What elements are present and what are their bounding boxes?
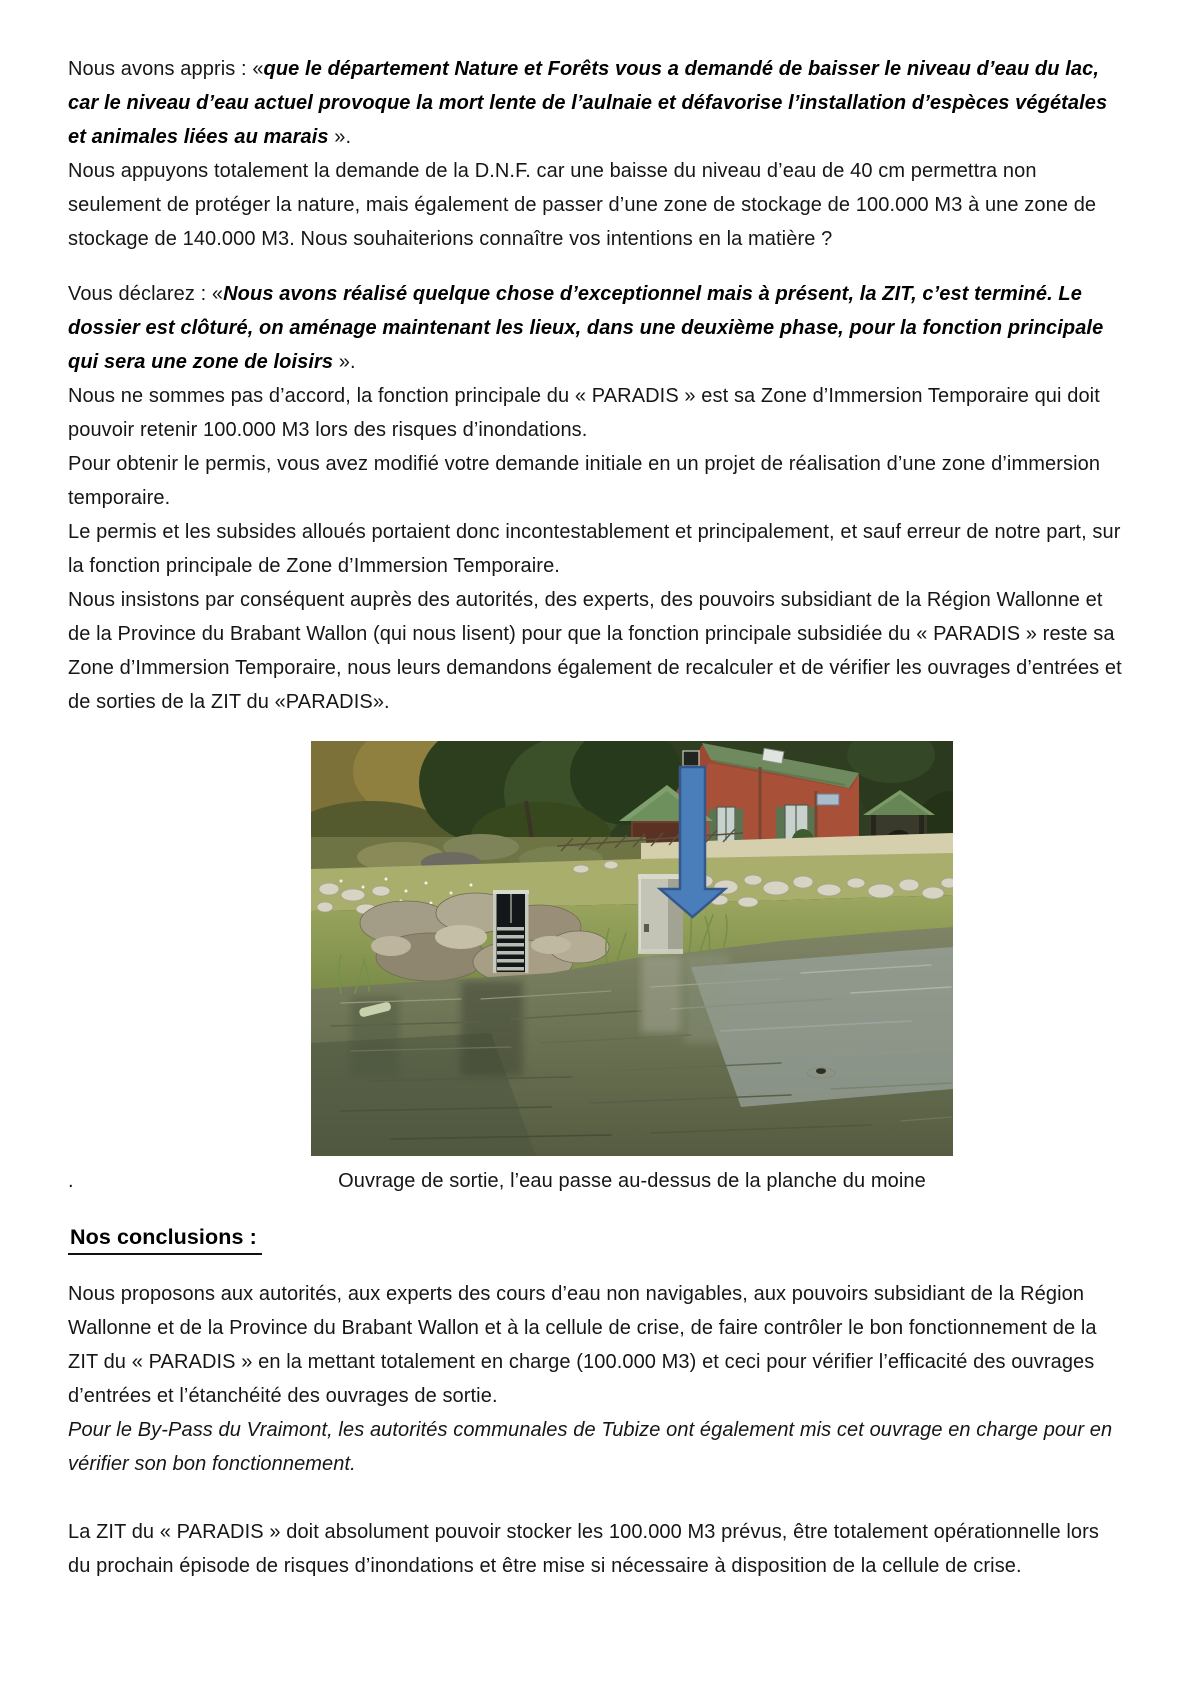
paragraph-nous-appuyons: Nous appuyons totalement la demande de la D.N.F. car une baisse du niveau d’eau de 40 cm permettra non seulement de protéger la nature, mais également de passer d’une zone de stockage de 100.000 M3 à une zone de stockage de 140.000 M3. Nous souhaiterions connaître vos intentions en la matière ? — [68, 160, 1097, 250]
paragraph-obtenir-permis: Pour obtenir le permis, vous avez modifié votre demande initiale en un projet de réalisation d’une zone d’immersion temporaire. — [68, 453, 1101, 509]
declaration-close-text: ». — [333, 351, 356, 373]
declaration-quote-text: Nous avons réalisé quelque chose d’exceptionnel mais à présent, la ZIT, c’est terminé. Le dossier est clôturé, on aménage maintenant les lieux, dans une deuxième phase, pour la fonction principale qui sera une zone de loisirs — [68, 283, 1104, 373]
photo-ouvrage-de-sortie — [311, 741, 953, 1156]
paragraph-nous-avons-appris — [68, 52, 1124, 154]
quote-close-text: ». — [328, 126, 352, 148]
photo-caption-row — [68, 1164, 1124, 1198]
quote-intro-text: Nous avons appris : « — [68, 58, 264, 80]
outlet-metal-structure — [493, 890, 529, 973]
dnf-quote-text: que le département Nature et Forêts vous a demandé de baisser le niveau d’eau du lac, car le niveau d’eau actuel provoque la mort lente de l’aulnaie et défavorise l’installation d’espèces végétales et animales liées au marais — [68, 58, 1108, 148]
paragraph-nous-insistons: Nous insistons par conséquent auprès des autorités, des experts, des pouvoirs subsidiant de la Région Wallonne et de la Province du Brabant Wallon (qui nous lisent) pour que la fonction principale subsidiée du « PARADIS » reste sa Zone d’Immersion Temporaire, nous leurs demandons également de recalculer et de vérifier les ouvrages d’entrées et de sorties de la ZIT du «PARADIS». — [68, 589, 1122, 713]
paragraph-bypass-vraimont: Pour le By-Pass du Vraimont, les autorités communales de Tubize ont également mis cet ouvrage en charge pour en vérifier son bon fonctionnement. — [68, 1419, 1113, 1475]
paragraph-zit-doit-stocker: La ZIT du « PARADIS » doit absolument pouvoir stocker les 100.000 M3 prévus, être totalement opérationnelle lors du prochain épisode de risques d’inondations et être mise si nécessaire à disposition de la cellule de crise. — [68, 1521, 1100, 1577]
declaration-intro-text: Vous déclarez : « — [68, 283, 224, 305]
paragraph-permis-subsides: Le permis et les subsides alloués portaient donc incontestablement et principalement, et sauf erreur de notre part, sur la fonction principale de Zone d’Immersion Temporaire. — [68, 521, 1121, 577]
paragraph-vous-declarez — [68, 277, 1124, 379]
caption-leading-dot: . — [68, 1170, 74, 1192]
duck — [816, 1068, 826, 1074]
photo-illustration — [311, 741, 953, 1156]
paragraph-nous-proposons: Nous proposons aux autorités, aux experts des cours d’eau non navigables, aux pouvoirs subsidiant de la Région Wallonne et de la Province du Brabant Wallon et à la cellule de crise, de faire contrôler le bon fonctionnement de la ZIT du « PARADIS » en la mettant totalement en charge (100.000 M3) et ceci pour vérifier l’efficacité des ouvrages d’entrées et l’étanchéité des ouvrages de sortie. — [68, 1283, 1097, 1407]
paragraph-pas-daccord: Nous ne sommes pas d’accord, la fonction principale du « PARADIS » est sa Zone d’Immersion Temporaire qui doit pouvoir retenir 100.000 M3 lors des risques d’inondations. — [68, 385, 1100, 441]
photo-caption: Ouvrage de sortie, l’eau passe au-dessus de la planche du moine — [338, 1170, 926, 1192]
conclusions-heading-text: Nos conclusions : — [68, 1222, 262, 1255]
conclusions-heading — [68, 1222, 1124, 1255]
